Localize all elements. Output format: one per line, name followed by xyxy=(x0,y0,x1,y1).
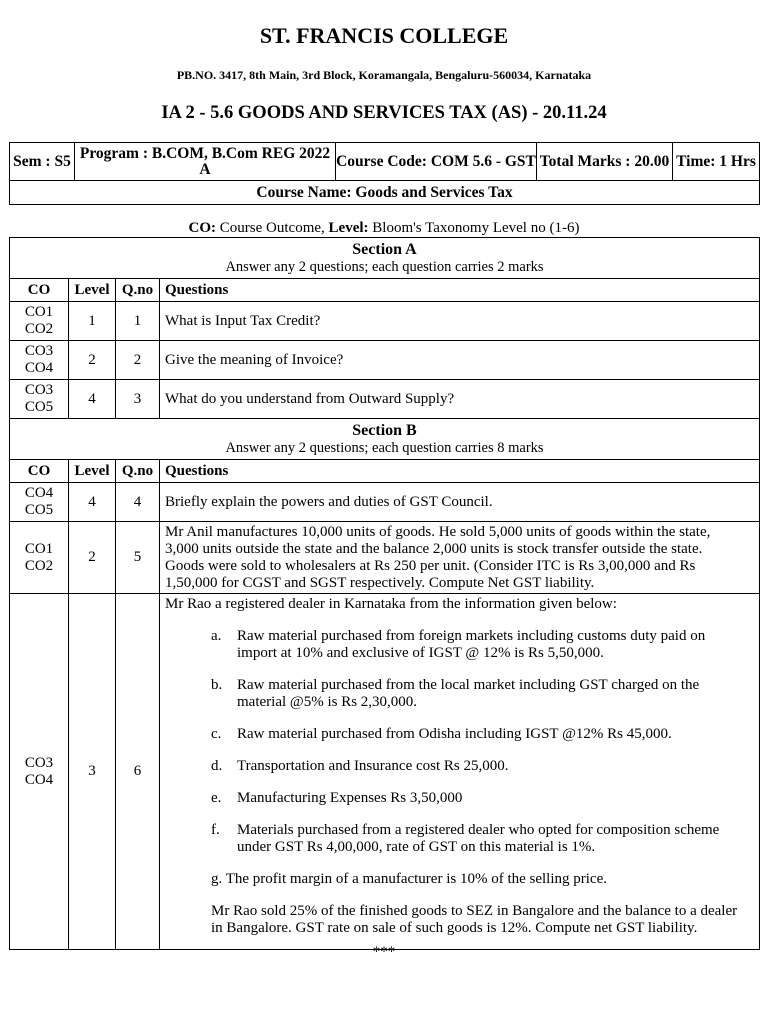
col-co-header: CO xyxy=(10,460,69,483)
sub-item xyxy=(165,628,756,662)
qno-cell: 5 xyxy=(116,522,160,594)
legend-line xyxy=(0,220,768,237)
co-value: CO1 xyxy=(24,540,54,557)
col-level-header: Level xyxy=(69,279,116,302)
section-b-instruction: Answer any 2 questions; each question carries 8 marks xyxy=(225,440,544,456)
table-row xyxy=(10,483,760,522)
sub-item-label: e. xyxy=(211,790,222,806)
question-text: What is Input Tax Credit? xyxy=(160,302,760,341)
section-b-header xyxy=(10,419,760,460)
table-row xyxy=(10,302,760,341)
sub-item-text: import at 10% and exclusive of IGST @ 12% is Rs 5,50,000. xyxy=(237,645,604,661)
co-value: CO2 xyxy=(24,557,54,574)
sub-item xyxy=(165,677,756,711)
sub-item-label: b. xyxy=(211,677,223,693)
co-value: CO3 xyxy=(24,754,54,771)
question-line: Mr Anil manufactures 10,000 units of goods. He sold 5,000 units of goods within the state, xyxy=(165,523,711,540)
question-line: 1,50,000 for CGST and SGST respectively. Compute Net GST liability. xyxy=(165,574,595,591)
total-marks-cell: Total Marks : 20.00 xyxy=(537,143,673,181)
sub-item-label: f. xyxy=(211,822,220,838)
question-closing xyxy=(165,903,756,937)
qno-cell: 1 xyxy=(116,302,160,341)
sub-item xyxy=(165,758,756,775)
question-line: 3,000 units outside the state and the balance 2,000 units is stock transfer outside the state. xyxy=(165,540,703,557)
sub-item xyxy=(165,822,756,856)
course-info-table xyxy=(9,142,760,205)
co-cell xyxy=(10,594,69,950)
section-a-instruction: Answer any 2 questions; each question carries 2 marks xyxy=(225,259,544,275)
qno-cell: 2 xyxy=(116,341,160,380)
level-cell: 3 xyxy=(69,594,116,950)
col-level-header: Level xyxy=(69,460,116,483)
exam-title: IA 2 - 5.6 GOODS AND SERVICES TAX (AS) - 20.11.24 xyxy=(161,103,607,123)
level-cell: 4 xyxy=(69,483,116,522)
co-value: CO3 xyxy=(24,382,54,398)
program-cell: Program : B.COM, B.Com REG 2022 A xyxy=(75,143,336,181)
table-row xyxy=(10,522,760,594)
questions-table xyxy=(9,237,760,950)
co-value: CO5 xyxy=(24,399,54,415)
course-name-cell: Course Name: Goods and Services Tax xyxy=(10,181,760,205)
semester-cell: Sem : S5 xyxy=(10,143,75,181)
co-cell xyxy=(10,341,69,380)
co-value: CO4 xyxy=(24,771,54,788)
college-address: PB.NO. 3417, 8th Main, 3rd Block, Koramangala, Bengaluru-560034, Karnataka xyxy=(176,68,592,82)
sub-item-text: Transportation and Insurance cost Rs 25,000. xyxy=(237,758,509,774)
co-value: CO3 xyxy=(24,343,54,359)
level-cell: 1 xyxy=(69,302,116,341)
col-questions-header: Questions xyxy=(160,460,760,483)
sub-item xyxy=(165,726,756,743)
sub-item-label: a. xyxy=(211,628,222,644)
sub-item-text: under GST Rs 4,00,000, rate of GST on this material is 1%. xyxy=(237,839,596,855)
sub-item-text: Raw material purchased from Odisha including IGST @12% Rs 45,000. xyxy=(237,726,672,742)
sub-item xyxy=(165,790,756,807)
college-name: ST. FRANCIS COLLEGE xyxy=(259,23,509,48)
sub-item-label: d. xyxy=(211,758,223,774)
legend-level-text: Bloom's Taxonomy Level no (1-6) xyxy=(368,220,580,236)
co-value: CO1 xyxy=(24,304,54,320)
table-row xyxy=(10,594,760,950)
co-value: CO2 xyxy=(24,321,54,337)
question-text xyxy=(160,522,760,594)
col-qno-header: Q.no xyxy=(116,279,160,302)
sub-item-text: Raw material purchased from foreign markets including customs duty paid on xyxy=(237,628,706,644)
question-line: in Bangalore. GST rate on sale of such goods is 12%. Compute net GST liability. xyxy=(211,920,698,936)
level-cell: 2 xyxy=(69,522,116,594)
legend-level-label: Level: xyxy=(328,220,369,236)
level-cell: 4 xyxy=(69,380,116,419)
col-questions-header: Questions xyxy=(160,279,760,302)
co-value: CO4 xyxy=(24,360,54,376)
question-text: What do you understand from Outward Supply? xyxy=(160,380,760,419)
co-value: CO5 xyxy=(24,502,54,518)
sub-item-text: Materials purchased from a registered dealer who opted for composition scheme xyxy=(237,822,720,838)
col-qno-header: Q.no xyxy=(116,460,160,483)
level-cell: 2 xyxy=(69,341,116,380)
co-cell xyxy=(10,483,69,522)
table-row xyxy=(10,380,760,419)
qno-cell: 3 xyxy=(116,380,160,419)
co-value: CO4 xyxy=(24,485,54,501)
time-cell: Time: 1 Hrs xyxy=(673,143,760,181)
legend-co-text: Course Outcome, xyxy=(216,220,329,236)
sub-item-text: Raw material purchased from the local market including GST charged on the xyxy=(237,677,700,693)
question-intro: Mr Rao a registered dealer in Karnataka from the information given below: xyxy=(165,596,617,612)
sub-item-text: Manufacturing Expenses Rs 3,50,000 xyxy=(237,790,463,806)
co-cell xyxy=(10,522,69,594)
co-cell xyxy=(10,302,69,341)
legend-co-label: CO: xyxy=(188,220,217,236)
course-code-cell: Course Code: COM 5.6 - GST xyxy=(336,143,537,181)
section-a-title: Section A xyxy=(352,241,417,258)
table-row xyxy=(10,341,760,380)
sub-item-text: material @5% is Rs 2,30,000. xyxy=(237,694,418,710)
qno-cell: 4 xyxy=(116,483,160,522)
question-line: Mr Rao sold 25% of the finished goods to SEZ in Bangalore and the balance to a dealer xyxy=(211,903,738,919)
section-b-title: Section B xyxy=(352,422,417,439)
question-text xyxy=(160,594,760,950)
sub-item-label: c. xyxy=(211,726,222,742)
col-co-header: CO xyxy=(10,279,69,302)
section-a-header xyxy=(10,238,760,279)
question-text: Briefly explain the powers and duties of GST Council. xyxy=(160,483,760,522)
question-line: Goods were sold to wholesalers at Rs 250 per unit. (Consider ITC is Rs 3,00,000 and Rs xyxy=(165,557,696,574)
qno-cell: 6 xyxy=(116,594,160,950)
end-marker: *** xyxy=(372,944,396,960)
sub-item-g: g. The profit margin of a manufacturer is 10% of the selling price. xyxy=(211,871,607,887)
co-cell xyxy=(10,380,69,419)
question-text: Give the meaning of Invoice? xyxy=(160,341,760,380)
